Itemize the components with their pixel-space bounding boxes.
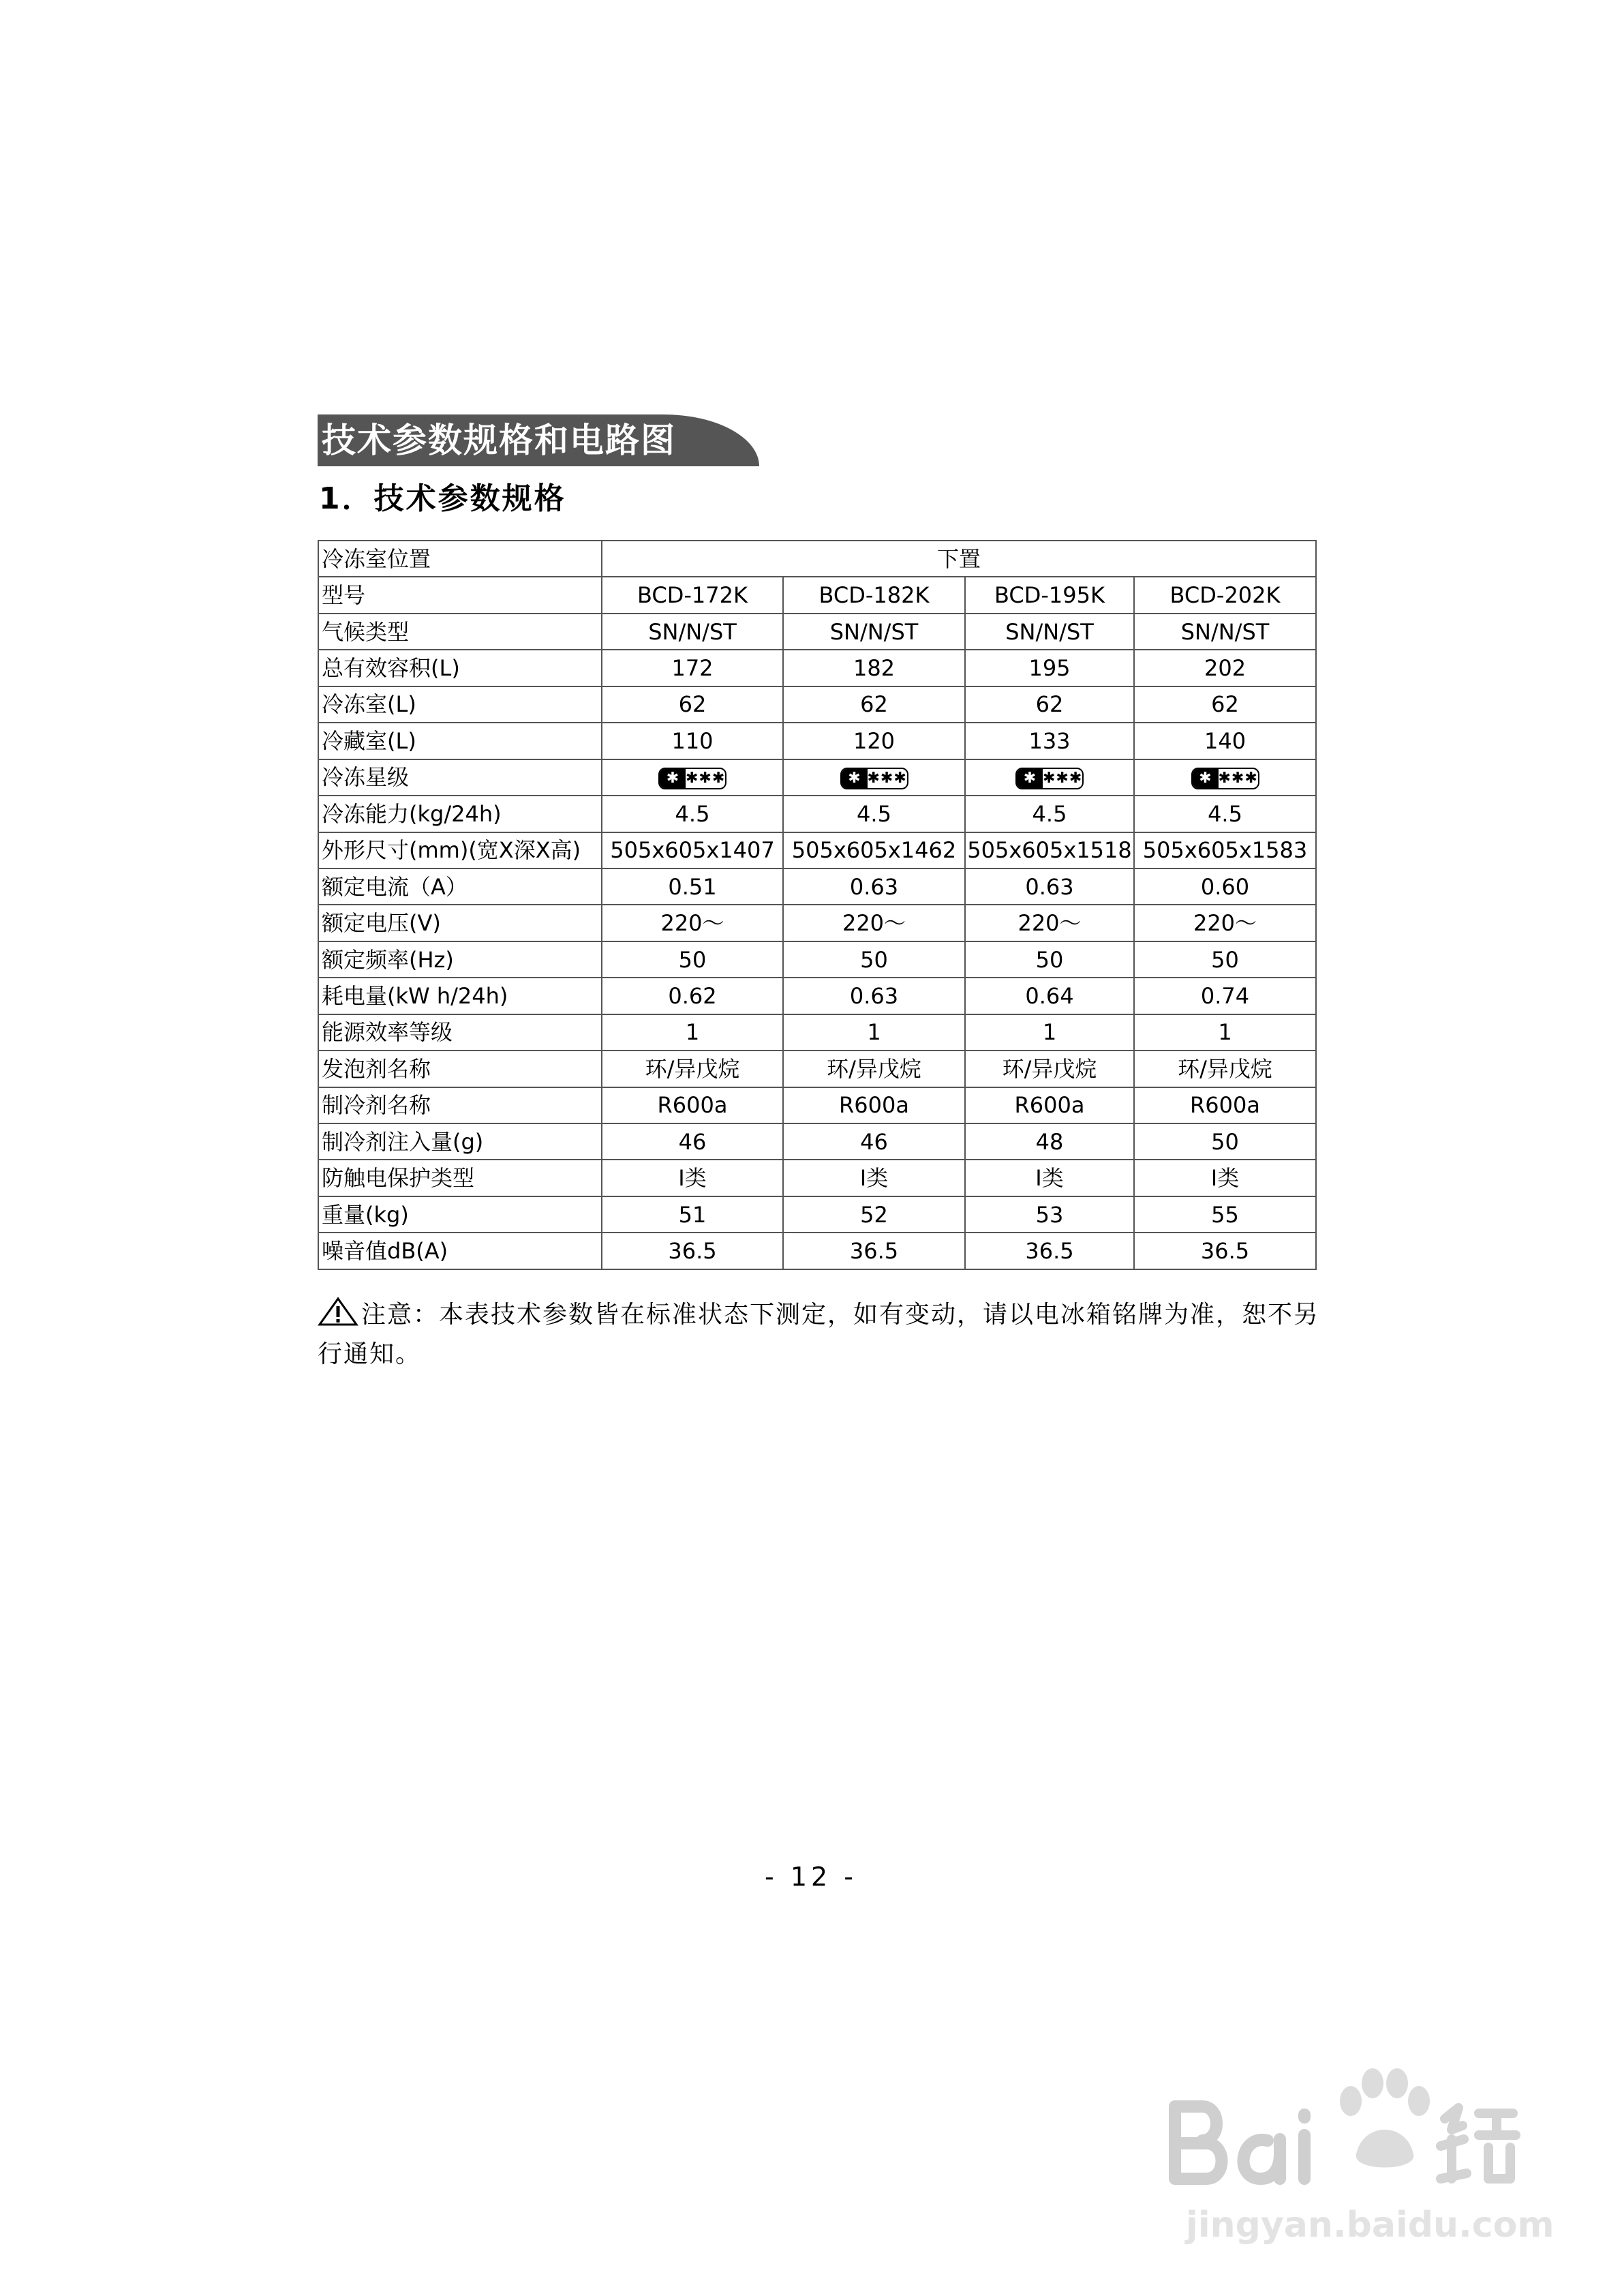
table-cell [965,759,1134,796]
standard-stars-symbol: ✱✱✱ [1043,770,1083,787]
spec-table [318,540,1317,1270]
table-cell: 62 [1134,686,1316,723]
table-cell: 0.51 [602,868,783,905]
notice [318,1295,1319,1374]
table-row [318,614,1316,650]
standard-stars-symbol: ✱✱✱ [686,770,726,787]
table-cell: R600a [783,1087,965,1123]
watermark [1159,2059,1555,2256]
table-row [318,1160,1316,1196]
table-cell: 0.62 [602,978,783,1014]
row-label: 气候类型 [318,614,602,650]
table-cell: 220～ [783,905,965,941]
table-cell: 140 [1134,723,1316,759]
table-row [318,868,1316,905]
table-cell: 51 [602,1196,783,1233]
table-cell: 62 [783,686,965,723]
freezer-star-symbol: ✱ [1193,769,1219,788]
table-cell: 0.63 [783,868,965,905]
section-title-banner [318,414,759,466]
row-label: 型号 [318,577,602,613]
table-row [318,1051,1316,1087]
row-label: 额定频率(Hz) [318,941,602,978]
table-row [318,1087,1316,1123]
table-cell: 133 [965,723,1134,759]
table-row [318,759,1316,796]
table-row [318,686,1316,723]
table-cell: Ⅰ类 [602,1160,783,1196]
table-cell: 0.74 [1134,978,1316,1014]
subheading: 1．技术参数规格 [319,481,566,516]
row-label: 冷藏室(L) [318,723,602,759]
table-cell: 50 [1134,1123,1316,1160]
table-cell: Ⅰ类 [1134,1160,1316,1196]
table-cell: 220～ [602,905,783,941]
table-row [318,541,1316,577]
table-row [318,723,1316,759]
table-cell: 505x605x1462 [783,832,965,868]
table-cell: 110 [602,723,783,759]
row-label: 制冷剂注入量(g) [318,1123,602,1160]
table-cell: BCD-195K [965,577,1134,613]
section-title: 技术参数规格和电路图 [322,421,676,460]
table-cell: 0.63 [783,978,965,1014]
row-label: 重量(kg) [318,1196,602,1233]
table-cell: 环/异戊烷 [965,1051,1134,1087]
table-cell: 36.5 [1134,1233,1316,1269]
table-row [318,1014,1316,1051]
table-row [318,796,1316,832]
table-cell: 环/异戊烷 [1134,1051,1316,1087]
table-cell: R600a [1134,1087,1316,1123]
table-cell: 50 [1134,941,1316,978]
freezer-star-symbol: ✱ [660,769,686,788]
freezer-star-rating-icon [840,768,908,789]
table-cell: 46 [602,1123,783,1160]
row-label: 防触电保护类型 [318,1160,602,1196]
row-label: 耗电量(kW h/24h) [318,978,602,1014]
table-cell: 4.5 [1134,796,1316,832]
baidu-watermark-logo-icon [1159,2059,1527,2195]
standard-stars-symbol: ✱✱✱ [867,770,907,787]
row-label: 额定电压(V) [318,905,602,941]
table-cell: 62 [602,686,783,723]
table-cell: 52 [783,1196,965,1233]
row-label: 噪音值dB(A) [318,1233,602,1269]
row-label: 总有效容积(L) [318,650,602,686]
row-label: 冷冻能力(kg/24h) [318,796,602,832]
table-cell: 1 [965,1014,1134,1051]
table-cell: 220～ [965,905,1134,941]
table-row [318,941,1316,978]
table-row [318,1233,1316,1269]
freezer-star-rating-icon [1015,768,1084,789]
table-cell [1134,759,1316,796]
table-cell: Ⅰ类 [783,1160,965,1196]
table-cell: 505x605x1518 [965,832,1134,868]
row-label: 冷冻星级 [318,759,602,796]
table-cell: SN/N/ST [602,614,783,650]
table-cell: 46 [783,1123,965,1160]
table-cell: 202 [1134,650,1316,686]
table-cell: 36.5 [783,1233,965,1269]
table-cell: 172 [602,650,783,686]
table-cell: 505x605x1407 [602,832,783,868]
table-cell: R600a [965,1087,1134,1123]
row-label: 外形尺寸(mm)(宽X深X高) [318,832,602,868]
table-cell: 62 [965,686,1134,723]
table-cell: BCD-182K [783,577,965,613]
table-cell: 220～ [1134,905,1316,941]
table-cell: 50 [783,941,965,978]
table-cell: Ⅰ类 [965,1160,1134,1196]
table-cell: 0.60 [1134,868,1316,905]
freezer-star-rating-icon [1191,768,1259,789]
table-cell: R600a [602,1087,783,1123]
row-label: 能源效率等级 [318,1014,602,1051]
freezer-star-rating-icon [658,768,726,789]
row-label: 制冷剂名称 [318,1087,602,1123]
table-cell: 50 [602,941,783,978]
table-cell: 53 [965,1196,1134,1233]
table-row [318,577,1316,613]
table-cell: 55 [1134,1196,1316,1233]
watermark-url: jingyan.baidu.com [1186,2205,1555,2246]
table-row [318,832,1316,868]
table-cell: 4.5 [965,796,1134,832]
table-cell: 36.5 [965,1233,1134,1269]
table-cell: 505x605x1583 [1134,832,1316,868]
table-cell: 环/异戊烷 [783,1051,965,1087]
table-cell: SN/N/ST [1134,614,1316,650]
table-cell: 195 [965,650,1134,686]
warning-triangle-icon [318,1297,358,1327]
row-label: 发泡剂名称 [318,1051,602,1087]
table-cell: 0.64 [965,978,1134,1014]
table-cell: 120 [783,723,965,759]
row-label: 冷冻室位置 [318,541,602,577]
table-cell: 36.5 [602,1233,783,1269]
table-cell: 50 [965,941,1134,978]
table-cell: BCD-172K [602,577,783,613]
table-cell: 0.63 [965,868,1134,905]
table-cell: 环/异戊烷 [602,1051,783,1087]
table-cell: 4.5 [783,796,965,832]
table-row [318,1196,1316,1233]
table-row [318,978,1316,1014]
table-cell: BCD-202K [1134,577,1316,613]
table-cell [783,759,965,796]
table-row [318,1123,1316,1160]
row-label: 额定电流（A） [318,868,602,905]
table-cell: 182 [783,650,965,686]
table-cell: SN/N/ST [783,614,965,650]
page-number: - 12 - [765,1862,857,1892]
table-cell: 48 [965,1123,1134,1160]
standard-stars-symbol: ✱✱✱ [1218,770,1258,787]
table-cell: 4.5 [602,796,783,832]
table-row [318,905,1316,941]
table-cell: 下置 [602,541,1316,577]
freezer-star-symbol: ✱ [1017,769,1043,788]
freezer-star-symbol: ✱ [842,769,868,788]
table-cell: 1 [602,1014,783,1051]
table-cell: 1 [1134,1014,1316,1051]
table-cell [602,759,783,796]
table-cell: SN/N/ST [965,614,1134,650]
row-label: 冷冻室(L) [318,686,602,723]
notice-text: 注意：本表技术参数皆在标准状态下测定，如有变动，请以电冰箱铭牌为准，恕不另行通知。 [318,1301,1320,1368]
table-row [318,650,1316,686]
table-cell: 1 [783,1014,965,1051]
